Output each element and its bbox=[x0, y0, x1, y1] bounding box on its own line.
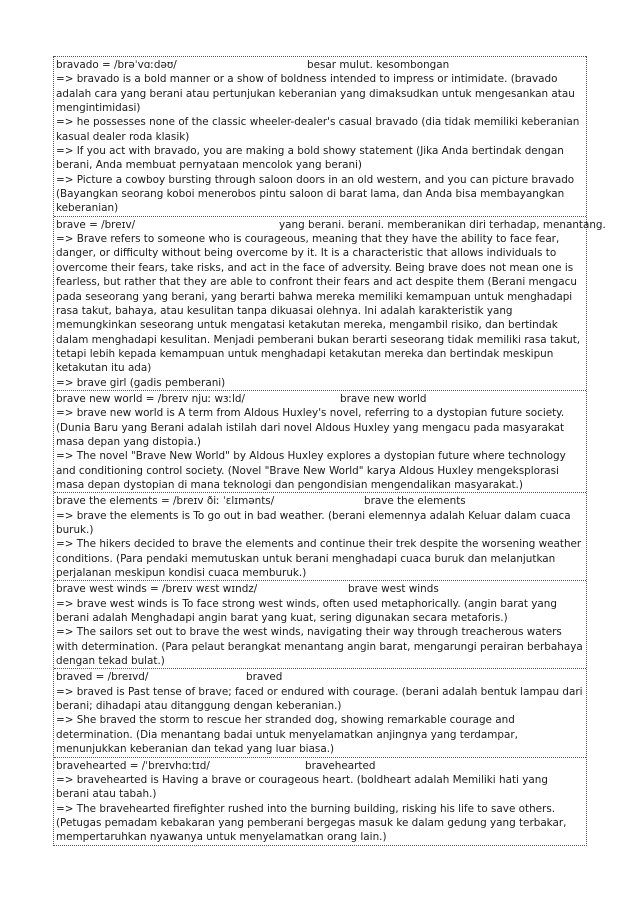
definition-line: => brave the elements is To go out in bad weather. (berani elemennya adalah Keluar dalam cuaca buruk.) bbox=[56, 509, 571, 536]
example-line: => Picture a cowboy bursting through saloon doors in an old western, and you can picture bravado (Bayangkan seorang koboi menerobos pintu saloon di barat lama, dan Anda bisa membayangkan keberanian) bbox=[56, 173, 575, 215]
vocabulary-sheet bbox=[53, 56, 606, 846]
entry-header bbox=[56, 582, 584, 596]
definition-line: => brave west winds is To face strong west winds, often used metaphorically. (angin barat yang berani adalah Menghadapi angin barat yang kuat, sering digunakan secara metaforis.) bbox=[56, 597, 557, 625]
entry-header bbox=[56, 759, 584, 773]
term-meaning: yang berani. berani. memberanikan diri terhadap, menantang. bbox=[279, 218, 606, 231]
example-line: => The hikers decided to brave the elements and continue their trek despite the worsening weather conditions. (Para pendaki memutuskan untuk berani menghadapi cuaca buruk dan melanjutkan perjalanan meskipun kondisi cuaca memburuk.) bbox=[56, 538, 582, 580]
entry-header bbox=[56, 392, 584, 406]
definition-line: => braved is Past tense of brave; faced or endured with courage. (berani adalah bentuk lampau dari berani; dihadapi atau ditanggung dengan keberanian.) bbox=[56, 685, 583, 713]
example-line: => The sailors set out to brave the west winds, navigating their way through treacherous waters with determination. (Para pelaut berangkat menantang angin barat, mengarungi perairan berbahaya dengan tekad bulat.) bbox=[56, 626, 583, 668]
term-meaning: brave the elements bbox=[364, 495, 466, 508]
example-line: => If you act with bravado, you are making a bold showy statement (Jika Anda bertindak dengan berani, Anda membuat pernyataan mencolok yang berani) bbox=[56, 145, 564, 172]
term-meaning: besar mulut. kesombongan bbox=[307, 59, 450, 71]
term-pronunciation: brave new world = /breɪv njuː wɜːld/ bbox=[56, 392, 245, 405]
example-line: => She braved the storm to rescue her stranded dog, showing remarkable courage and determination. (Dia menantang badai untuk menyelamatkan anjingnya yang terdampar, menunjukkan keberanian dan tekad yang luar biasa.) bbox=[56, 714, 518, 756]
example-line: => he possesses none of the classic wheeler-dealer's casual bravado (dia tidak memiliki keberanian kasual dealer roda klasik) bbox=[56, 116, 580, 143]
example-line: => brave girl (gadis pemberani) bbox=[56, 376, 226, 389]
term-meaning: brave west winds bbox=[348, 583, 439, 596]
entry-header bbox=[56, 670, 584, 684]
vocab-entry bbox=[54, 757, 586, 845]
definition-line: => brave new world is A term from Aldous Huxley's novel, referring to a dystopian future society. (Dunia Baru yang Berani adalah istilah dari novel Aldous Huxley yang mengacu pada masyarakat masa depan yang distopia.) bbox=[56, 407, 565, 448]
definition-line: => bravehearted is Having a brave or courageous heart. (boldheart adalah Memiliki hati yang berani atau tabah.) bbox=[56, 773, 548, 801]
entry-header bbox=[56, 218, 606, 232]
vocab-entry bbox=[54, 668, 586, 756]
entry-header bbox=[56, 494, 584, 508]
term-pronunciation: bravado = /brəˈvɑːdəʊ/ bbox=[56, 59, 177, 71]
vocab-entry bbox=[54, 216, 606, 390]
term-pronunciation: braved = /breɪvd/ bbox=[56, 671, 149, 684]
definition-line: => bravado is a bold manner or a show of boldness intended to impress or intimidate. (bravado adalah cara yang berani atau pertunjukan keberanian yang dimaksudkan untuk mengesankan atau mengintimidasi) bbox=[56, 73, 575, 115]
vocab-entry bbox=[54, 492, 586, 580]
term-pronunciation: brave west winds = /breɪv wɛst wɪndz/ bbox=[56, 583, 258, 596]
term-pronunciation: bravehearted = /ˈbreɪvhɑːtɪd/ bbox=[56, 759, 210, 772]
term-pronunciation: brave the elements = /breɪv ðiː ˈɛlɪmənts/ bbox=[56, 495, 275, 508]
definition-line: => Brave refers to someone who is courageous, meaning that they have the ability to face fear, danger, or difficulty without being overcome by it. It is a characteristic that allows individuals to overcome their fears, take risks, and act in the face of adversity. Being brave does not mean one is fearless, but rather that they are able to confront their fears and act despite them (Berani mengacu pada seseorang yang berani, yang berarti bahwa mereka memiliki kemampuan untuk menghadapi rasa takut, bahaya, atau kesulitan tanpa dikuasai olehnya. Ini adalah karakteristik yang memungkinkan seseorang untuk mengatasi ketakutan mereka, mengambil risiko, dan bertindak dalam menghadapi kesulitan. Menjadi pemberani bukan berarti seseorang tidak memiliki rasa takut, tetapi lebih kepada kemampuan untuk menghadapi ketakutan mereka dan bertindak meskipun ketakutan itu ada) bbox=[56, 233, 581, 375]
vocab-entry bbox=[54, 580, 586, 668]
term-pronunciation: brave = /breɪv/ bbox=[56, 218, 136, 231]
term-meaning: bravehearted bbox=[305, 759, 376, 772]
term-meaning: brave new world bbox=[340, 392, 427, 405]
example-line: => The bravehearted firefighter rushed into the burning building, risking his life to save others. (Petugas pemadam kebakaran yang pemberani bergegas masuk ke dalam gedung yang terbakar, mempertaruhkan nyawanya untuk menyelamatkan orang lain.) bbox=[56, 802, 567, 844]
entry-header bbox=[56, 58, 584, 72]
vocab-entry bbox=[54, 56, 586, 216]
term-meaning: braved bbox=[246, 671, 283, 684]
example-line: => The novel "Brave New World" by Aldous Huxley explores a dystopian future where technology and conditioning control society. (Novel "Brave New World" karya Aldous Huxley mengeksplorasi masa depan dystopian di mana teknologi dan pengondisian mengendalikan masyarakat.) bbox=[56, 450, 566, 491]
vocab-entry bbox=[54, 390, 586, 492]
